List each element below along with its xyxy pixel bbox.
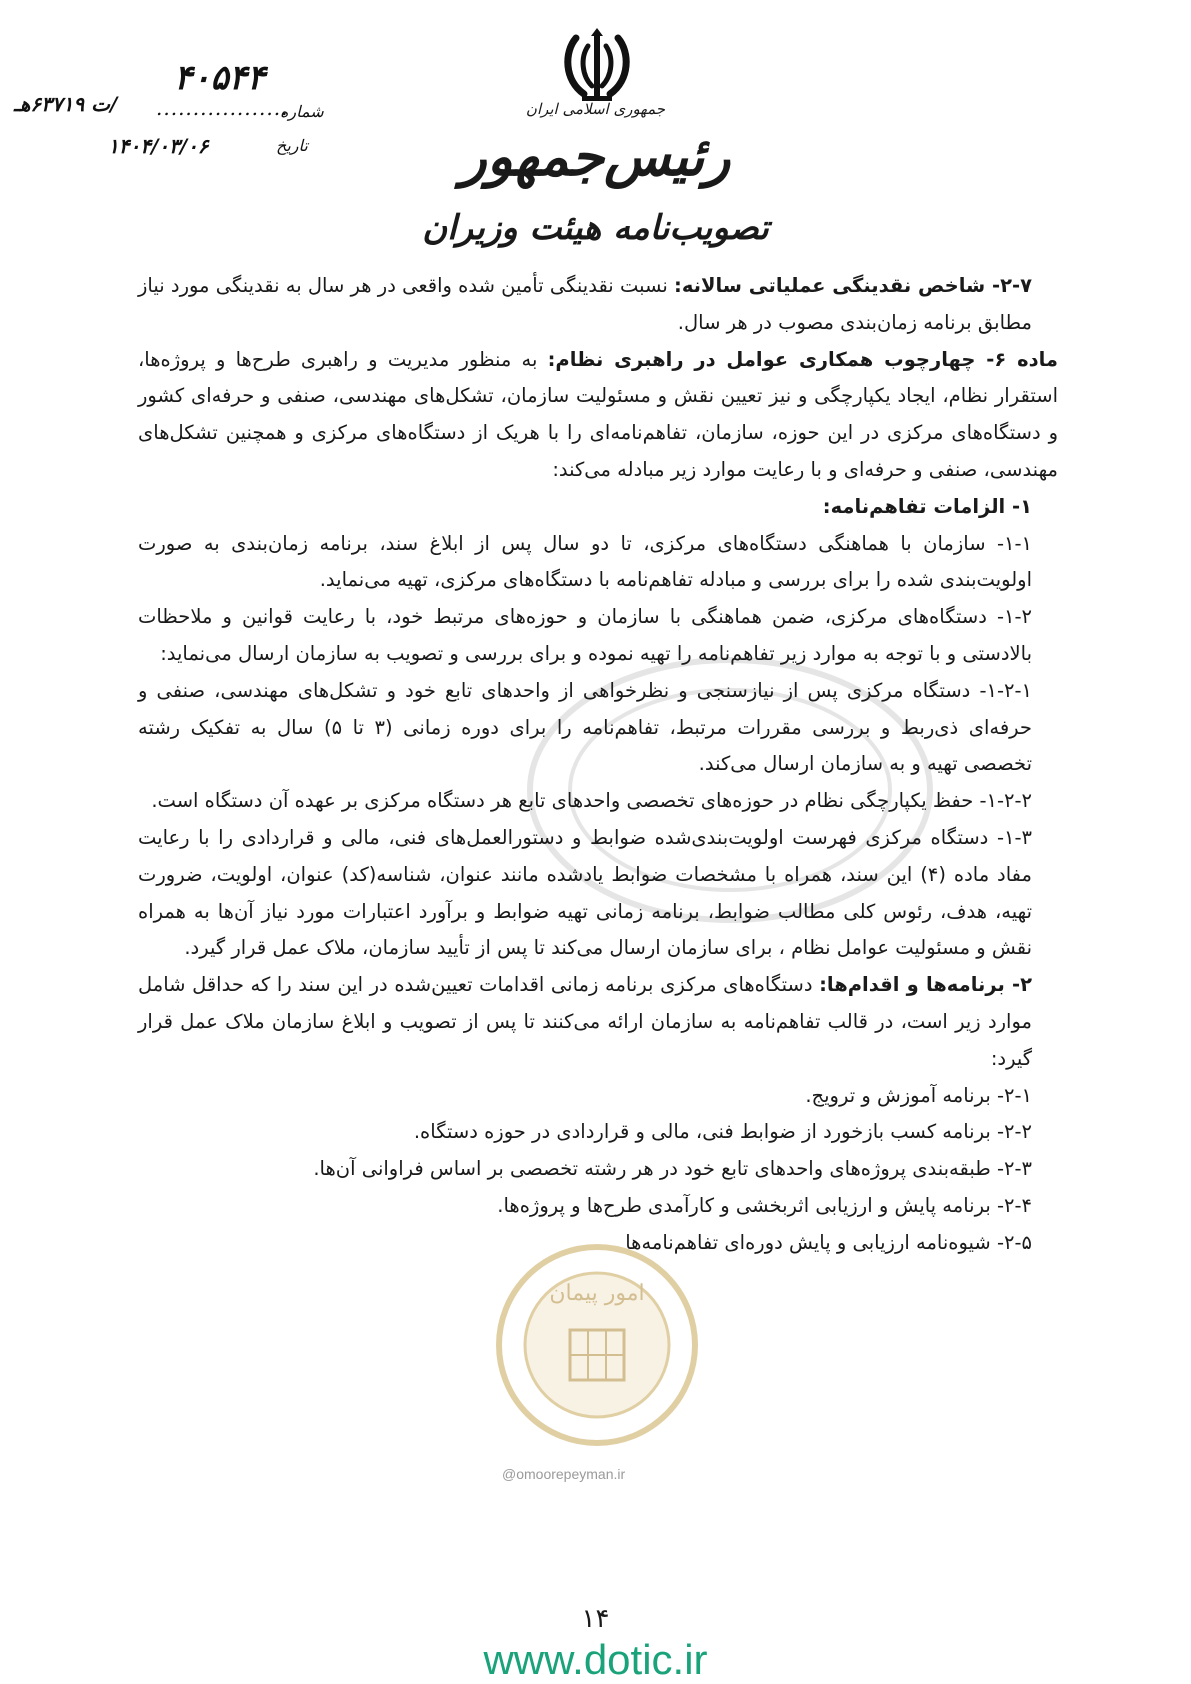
paragraph-heading: ۲-۷- شاخص نقدینگی عملیاتی سالانه: <box>674 274 1032 297</box>
document-body <box>138 268 1058 1262</box>
list-item: ۲-۴- برنامه پایش و ارزیابی اثربخشی و کارآمدی طرح‌ها و پروژه‌ها. <box>497 1193 1032 1217</box>
date-value: ۱۴۰۴/۰۳/۰۶ <box>108 134 209 158</box>
stamp-label: امور پیمان <box>549 1281 645 1306</box>
paragraph-1-2-2: ۱-۲-۲- حفظ یکپارچگی نظام در حوزه‌های تخصصی واحدهای تابع هر دستگاه مرکزی بر عهده آن دستگاه است. <box>151 789 1032 813</box>
number-dots: .................. <box>156 96 289 120</box>
approval-line: تصویب‌نامه هیئت وزیران <box>422 208 769 248</box>
paragraph-1-3: ۱-۳- دستگاه مرکزی فهرست اولویت‌بندی‌شده ضوابط و دستورالعمل‌های فنی، مالی و قراردادی را با رعایت مفاد ماده (۴) این سند، همراه با مشخصات ضوابط یادشده مانند عنوان، شناسه(کد) عنوان، اولویت، ضرورت تهیه، هدف، رئوس کلی مطالب ضوابط، برنامه زمانی تهیه ضوابط و برآورد اعتبارات مورد نیاز آن‌ها به همراه نقش و مسئولیت عوامل نظام ، برای سازمان ارسال می‌کند تا پس از تأیید سازمان، ملاک عمل قرار گیرد. <box>138 825 1032 960</box>
page-number: ۱۴ <box>581 1604 610 1634</box>
stamp-handle: @omoorepeyman.ir <box>502 1466 626 1482</box>
paragraph-2 <box>138 967 1058 1077</box>
number-label: شماره <box>280 102 324 121</box>
iran-emblem-icon <box>562 28 632 104</box>
date-label: تاریخ <box>276 136 308 155</box>
list-item: ۲-۲- برنامه کسب بازخورد از ضوابط فنی، مالی و قراردادی در حوزه دستگاه. <box>413 1120 1032 1144</box>
document-meta <box>14 58 324 158</box>
article-heading: ماده ۶- چهارچوب همکاری عوامل در راهبری نظام: <box>547 347 1059 371</box>
list-item: ۲-۵- شیوه‌نامه ارزیابی و پایش دوره‌ای تفاهم‌نامه‌ها <box>625 1230 1032 1254</box>
paragraph-1-2-1: ۱-۲-۱- دستگاه مرکزی پس از نیازسنجی و نظرخواهی از واحدهای تابع خود و تشکل‌های مهندسی، صنفی و حرفه‌ای ذی‌ربط و بررسی مقررات مرتبط، تفاهم‌نامه را برای دوره زمانی (۳ تا ۵) سال به تفکیک رشته تخصصی تهیه و به سازمان ارسال می‌کند. <box>138 678 1032 776</box>
section-heading: ۱- الزامات تفاهم‌نامه: <box>822 494 1032 518</box>
republic-line: جمهوری اسلامی ایران <box>525 100 666 118</box>
article-text: به منظور مدیریت و راهبری طرح‌ها و پروژه‌ها، استقرار نظام، ایجاد یکپارچگی و نیز تعیین نقش و مسئولیت سازمان، تشکل‌های مهندسی، صنفی و حرفه‌ای کشور و دستگاه‌های مرکزی در این حوزه، سازمان، تفاهم‌نامه‌ای را با هریک از دستگاه‌های مرکزی و همچنین تشکل‌های مهندسی، صنفی و حرفه‌ای و با رعایت موارد زیر مبادله می‌کند: <box>138 347 1058 481</box>
footer-url[interactable]: www.dotic.ir <box>483 1636 708 1683</box>
section-heading: ۲- برنامه‌ها و اقدام‌ها: <box>819 973 1032 997</box>
handwritten-number: ۴۰۵۴۴ <box>174 58 266 98</box>
programs-list <box>138 1078 1058 1262</box>
article-6 <box>138 342 1058 489</box>
paragraph-2-7 <box>138 268 1058 342</box>
list-item: ۲-۳- طبقه‌بندی پروژه‌های واحدهای تابع خود در هر رشته تخصصی بر اساس فراوانی آن‌ها. <box>313 1157 1032 1181</box>
paragraph-1-2: ۱-۲- دستگاه‌های مرکزی، ضمن هماهنگی با سازمان و حوزه‌های مرتبط خود، با رعایت قوانین و ملاحظات بالادستی و با توجه به موارد زیر تفاهم‌نامه را تهیه نموده و برای بررسی و تصویب به سازمان ارسال می‌نماید: <box>138 605 1032 665</box>
paragraph-1-1: ۱-۱- سازمان با هماهنگی دستگاه‌های مرکزی، تا دو سال پس از ابلاغ سند، برنامه زمان‌بندی به صورت اولویت‌بندی شده را برای بررسی و مبادله تفاهم‌نامه با دستگاه‌های مرکزی، تهیه می‌نماید. <box>138 531 1032 592</box>
omoorepeyman-stamp <box>492 1240 702 1450</box>
paragraph-text: دستگاه‌های مرکزی برنامه زمانی اقدامات تعیین‌شده در این سند را که حداقل شامل موارد زیر است، در قالب تفاهم‌نامه به سازمان ارائه می‌کنند تا پس از تصویب و ابلاغ سازمان ملاک عمل قرار گیرد: <box>138 973 1032 1070</box>
list-item: ۲-۱- برنامه آموزش و ترویج. <box>805 1083 1032 1107</box>
president-title: رئیس‌جمهور <box>460 124 731 188</box>
paragraph-text: نسبت نقدینگی تأمین شده واقعی در هر سال به نقدینگی مورد نیاز مطابق برنامه زمان‌بندی مصوب در هر سال. <box>138 274 1032 334</box>
reference-code: /ت ۶۳۷۱۹هـ <box>14 92 118 116</box>
